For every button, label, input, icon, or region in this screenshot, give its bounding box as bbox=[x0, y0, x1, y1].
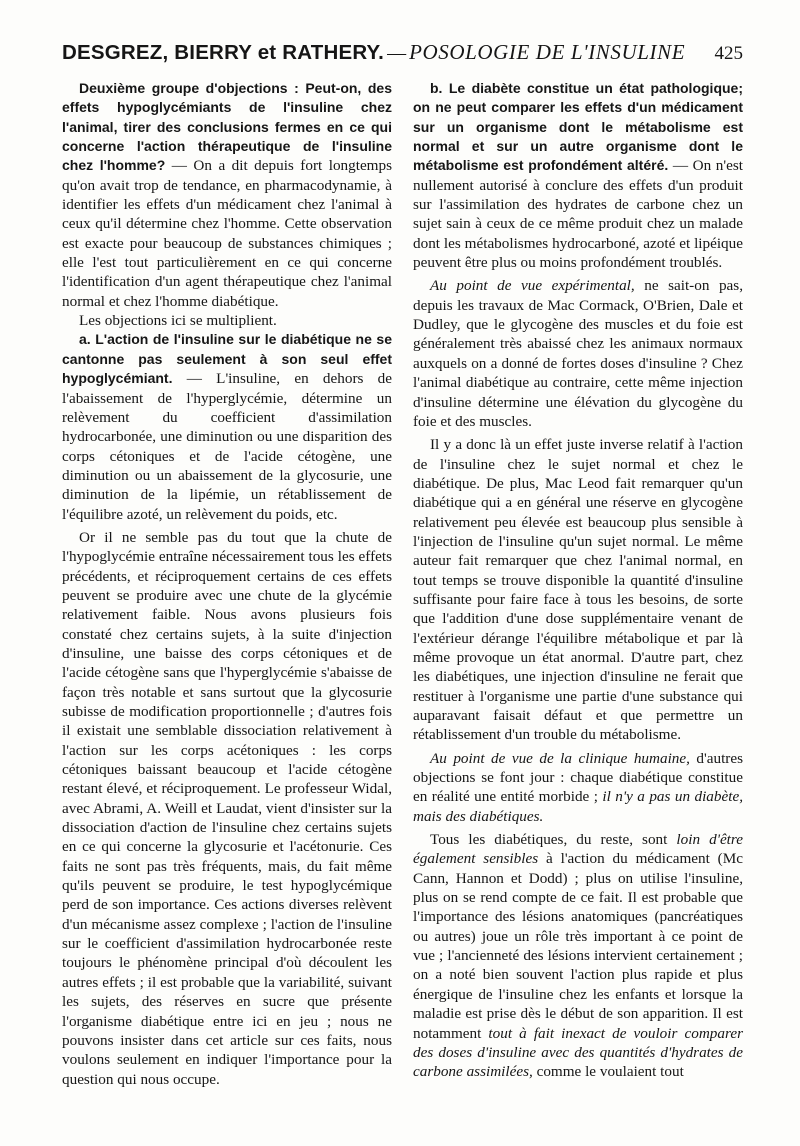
paragraph-text: — On n'est nullement autorisé à conclure des effets d'un produit sur l'assimilation des hydrates de carbone chez un sujet sain à ceux de ce même produit chez un malade dont les métabolismes hydrocarboné, azoté et lipéique peuvent être plus ou moins profondément troublés. bbox=[413, 157, 743, 272]
paragraph-experimental bbox=[413, 276, 743, 431]
paragraph-objection-b bbox=[413, 79, 743, 272]
left-column bbox=[62, 79, 392, 1089]
page-number: 425 bbox=[714, 43, 743, 64]
running-head bbox=[62, 40, 743, 66]
paragraph-objections-multiply: Les objections ici se multiplient. bbox=[79, 312, 277, 330]
italic-phrase: tout à fait inexact de vouloir comparer des doses d'insuline avec des quantités d'hydrates de carbone assimilées, bbox=[413, 1024, 743, 1081]
italic-phrase: Au point de vue expérimental, bbox=[430, 277, 635, 295]
italic-phrase: loin d'être également sensibles bbox=[413, 831, 743, 868]
paragraph-text: comme le voulaient tout bbox=[532, 1063, 684, 1081]
italic-phrase: il n'y a pas un diabète, mais des diabétiques. bbox=[413, 788, 743, 825]
paragraph-text: ne sait-on pas, depuis les travaux de Mac Cormack, O'Brien, Dale et Dudley, que le glycogène des muscles et du foie est généralement très abaissé chez les animaux normaux auxquels on a donné de fortes doses d'insuline ? Chez l'animal diabétique au contraire, cette même injection d'insuline détermine une élévation du glycogène du foie et des muscles. bbox=[413, 277, 743, 430]
objection-b-heading: b. Le diabète constitue un état pathologique; on ne peut comparer les effets d'un médicament sur un organisme dont le métabolisme est normal et sur un autre organisme dont le métabolisme est profondément altéré. bbox=[413, 80, 743, 174]
objection-a-heading: a. L'action de l'insuline sur le diabétique ne se cantonne pas seulement à son seul effet hypoglycémiant. bbox=[62, 331, 392, 387]
paragraph-text: à l'action du médicament (Mc Cann, Hannon et Dodd) ; plus on utilise l'insuline, plus on se rend compte de ce fait. Il est probable que l'importance des lésions anatomiques (pancréatiques ou autres) joue un rôle très important à ce point de vue ; l'ancienneté des lésions intervient certainement ; on a noté bien souvent l'action plus rapide et plus énergique de l'insuline chez les enfants et lorsque la maladie est prise dès le début de son apparition. Il est notamment bbox=[413, 850, 743, 1042]
right-column bbox=[413, 79, 743, 1089]
paragraph-text: d'autres objections se font jour : chaque diabétique constitue en réalité une entité morbide ; bbox=[413, 749, 744, 806]
paragraph-clinical bbox=[413, 749, 743, 826]
italic-phrase: Au point de vue de la clinique humaine, bbox=[430, 749, 690, 767]
paragraph-text: — L'insuline, en dehors de l'abaissement de l'hyperglycémie, détermine un relèvement du coefficient d'assimilation hydrocarbonée, une diminution ou une disparition des corps cétoniques et de l'acide cétogène, une diminution ou un abaissement de la glycosurie, une diminution de la lipémie, un rétablissement de l'équilibre azoté, un relèvement du poids, etc. bbox=[62, 370, 392, 523]
paragraph-text: Tous les diabétiques, du reste, sont bbox=[430, 831, 677, 849]
running-head-dash: — bbox=[387, 43, 407, 64]
paragraph-text: — On a dit depuis fort longtemps qu'on avait trop de tendance, en pharmacodynamie, à identifier les effets d'un médicament chez l'animal à ceux qu'il détermine chez l'homme. Cette observation est exacte pour beaucoup de substances chimiques ; elle l'est tout particulièrement en ce qui concerne l'identification d'un agent thérapeutique chez l'animal normal et chez l'homme diabétique. bbox=[62, 157, 392, 310]
paragraph-objection-a bbox=[62, 330, 392, 523]
paragraph-inverse-effect: Il y a donc là un effet juste inverse relatif à l'action de l'insuline chez le sujet normal et chez le diabétique. De plus, Mac Leod fait remarquer qu'un diabétique qui a en général une réserve en glycogène relativement peu élevée est beaucoup plus sensible à l'injection de l'insuline qu'un sujet normal. Le même auteur fait remarquer que chez l'animal normal, en tout temps se trouve disponible la quantité d'insuline suffisante pour faire face à tous les besoins, de sorte que l'addition d'une dose supplémentaire venant de l'extérieur dérange l'équilibre métabolique et par là même provoque un état anormal. D'autre part, chez les diabétiques, une injection d'insuline ne ferait que restituer à l'organisme une partie d'une substance qui auparavant faisait défaut et que permettre un rétablissement d'un trouble du métabolisme. bbox=[413, 436, 743, 744]
paragraph-sensitivity bbox=[413, 830, 743, 1081]
paragraph-objections-group-two bbox=[62, 79, 392, 311]
paragraph-dissociation: Or il ne semble pas du tout que la chute de l'hypoglycémie entraîne nécessairement tous les effets précédents, et réciproquement certains de ces effets peuvent se produire avec une chute de la glycémie relativement faible. Nous avons plusieurs fois constaté chez certains sujets, à la suite d'injection d'insuline, une baisse des corps cétoniques et de l'acide cétogène sans que l'hyperglycémie s'abaisse de façon très notable et sans surtout que la glycosurie subisse de modification proportionnelle ; d'autres fois il existait une semblable dissociation relativement à l'action sur les corps acétoniques : les corps cétoniques baissant beaucoup et l'acide cétogène restant élevé, et réciproquement. Le professeur Widal, avec Abrami, A. Weill et Laudat, vient d'insister sur la dissociation d'action de l'insuline chez certains sujets en ce qui concerne la glycosurie et l'acétonurie. Ces faits ne sont pas très fréquents, mais, du fait même qu'ils peuvent se produire, le test hypoglycémique perd de son importance. Ces actions diverses relèvent d'un mécanisme assez complexe ; l'action de l'insuline sur le coefficient d'assimilation hydrocarbonée reste toujours le phénomène principal d'où découlent les autres effets ; il est probable que la variabilité, suivant les sujets, des réserves en sucre que présente l'organisme diabétique entre ici en jeu ; nous ne pouvons insister dans cet article sur ces faits, nous voulons seulement en indiquer l'importance pour la question qui nous occupe. bbox=[62, 528, 392, 1088]
running-head-title: POSOLOGIE DE L'INSULINE bbox=[409, 40, 686, 64]
objection-question-heading: Deuxième groupe d'objections : Peut-on, des effets hypoglycémiants de l'insuline chez l'animal, tirer des conclusions fermes en ce qui concerne l'action thérapeutique de l'insuline chez l'homme? bbox=[62, 80, 392, 174]
text-columns bbox=[62, 79, 743, 1089]
running-head-authors: DESGREZ, BIERRY et RATHERY. bbox=[62, 41, 385, 64]
